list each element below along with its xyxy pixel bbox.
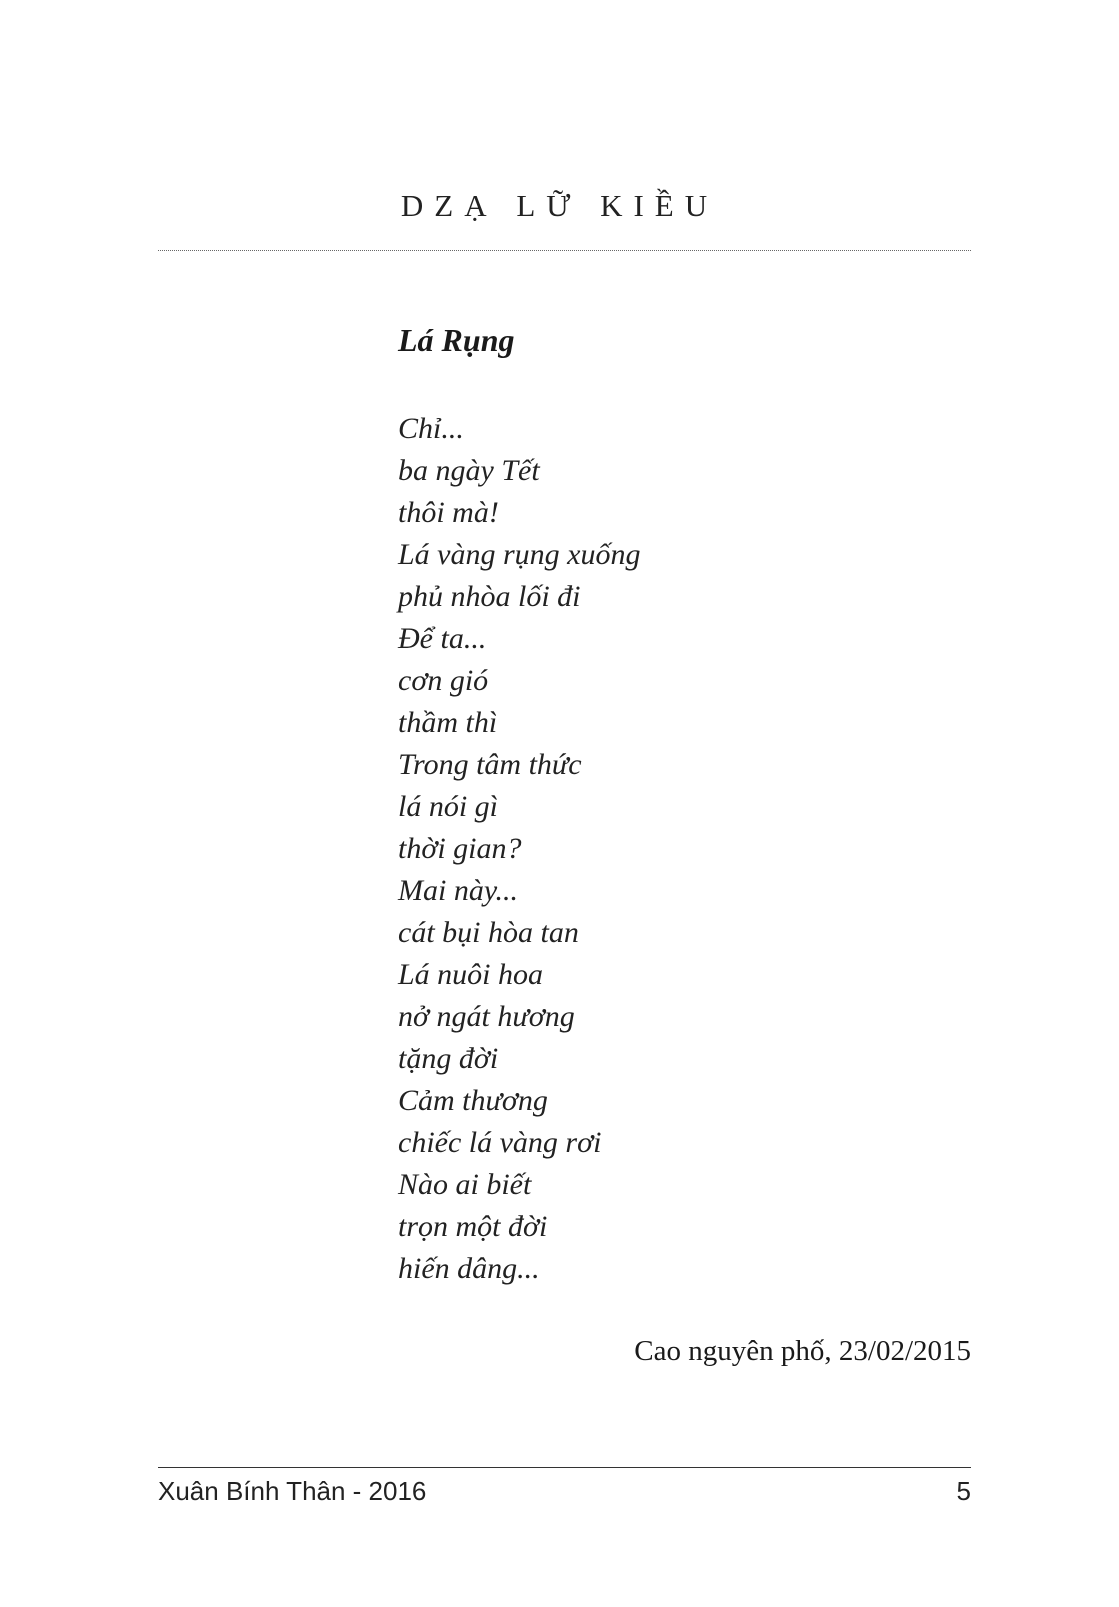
footer-publication: Xuân Bính Thân - 2016 (158, 1476, 427, 1506)
poem-line: Chỉ... (398, 412, 464, 445)
poem-signature: Cao nguyên phố, 23/02/2015 (634, 1335, 971, 1367)
poem-line: lá nói gì (398, 790, 499, 823)
poem-body (398, 408, 641, 1290)
poem-line: Nào ai biết (398, 1168, 532, 1201)
poem-line: thôi mà! (398, 496, 499, 529)
poem-line: thời gian? (398, 832, 522, 865)
poem-line: nở ngát hương (398, 1000, 575, 1033)
poem-line: tặng đời (398, 1042, 499, 1075)
poem-line: Lá nuôi hoa (398, 958, 544, 991)
poem-line: trọn một đời (398, 1210, 548, 1243)
poem-line: Trong tâm thức (398, 748, 582, 781)
poem-line: cơn gió (398, 664, 489, 697)
poem-line: phủ nhòa lối đi (398, 580, 581, 613)
poem-line: ba ngày Tết (398, 454, 540, 487)
footer-divider (158, 1467, 971, 1468)
poem-line: Lá vàng rụng xuống (398, 538, 641, 571)
poem-line: thầm thì (398, 706, 498, 739)
running-header-author: DZẠ LỮ KIỀU (400, 188, 719, 223)
poem-line: Mai này... (398, 874, 518, 907)
page-number: 5 (956, 1476, 971, 1506)
poem-line: Để ta... (398, 622, 487, 655)
poem-line: cát bụi hòa tan (398, 916, 579, 949)
poem-line: Cảm thương (398, 1084, 548, 1117)
header-divider (158, 250, 971, 251)
poem-title: Lá Rụng (398, 322, 515, 358)
poem-line: hiến dâng... (398, 1252, 540, 1285)
poem-line: chiếc lá vàng rơi (398, 1126, 602, 1159)
